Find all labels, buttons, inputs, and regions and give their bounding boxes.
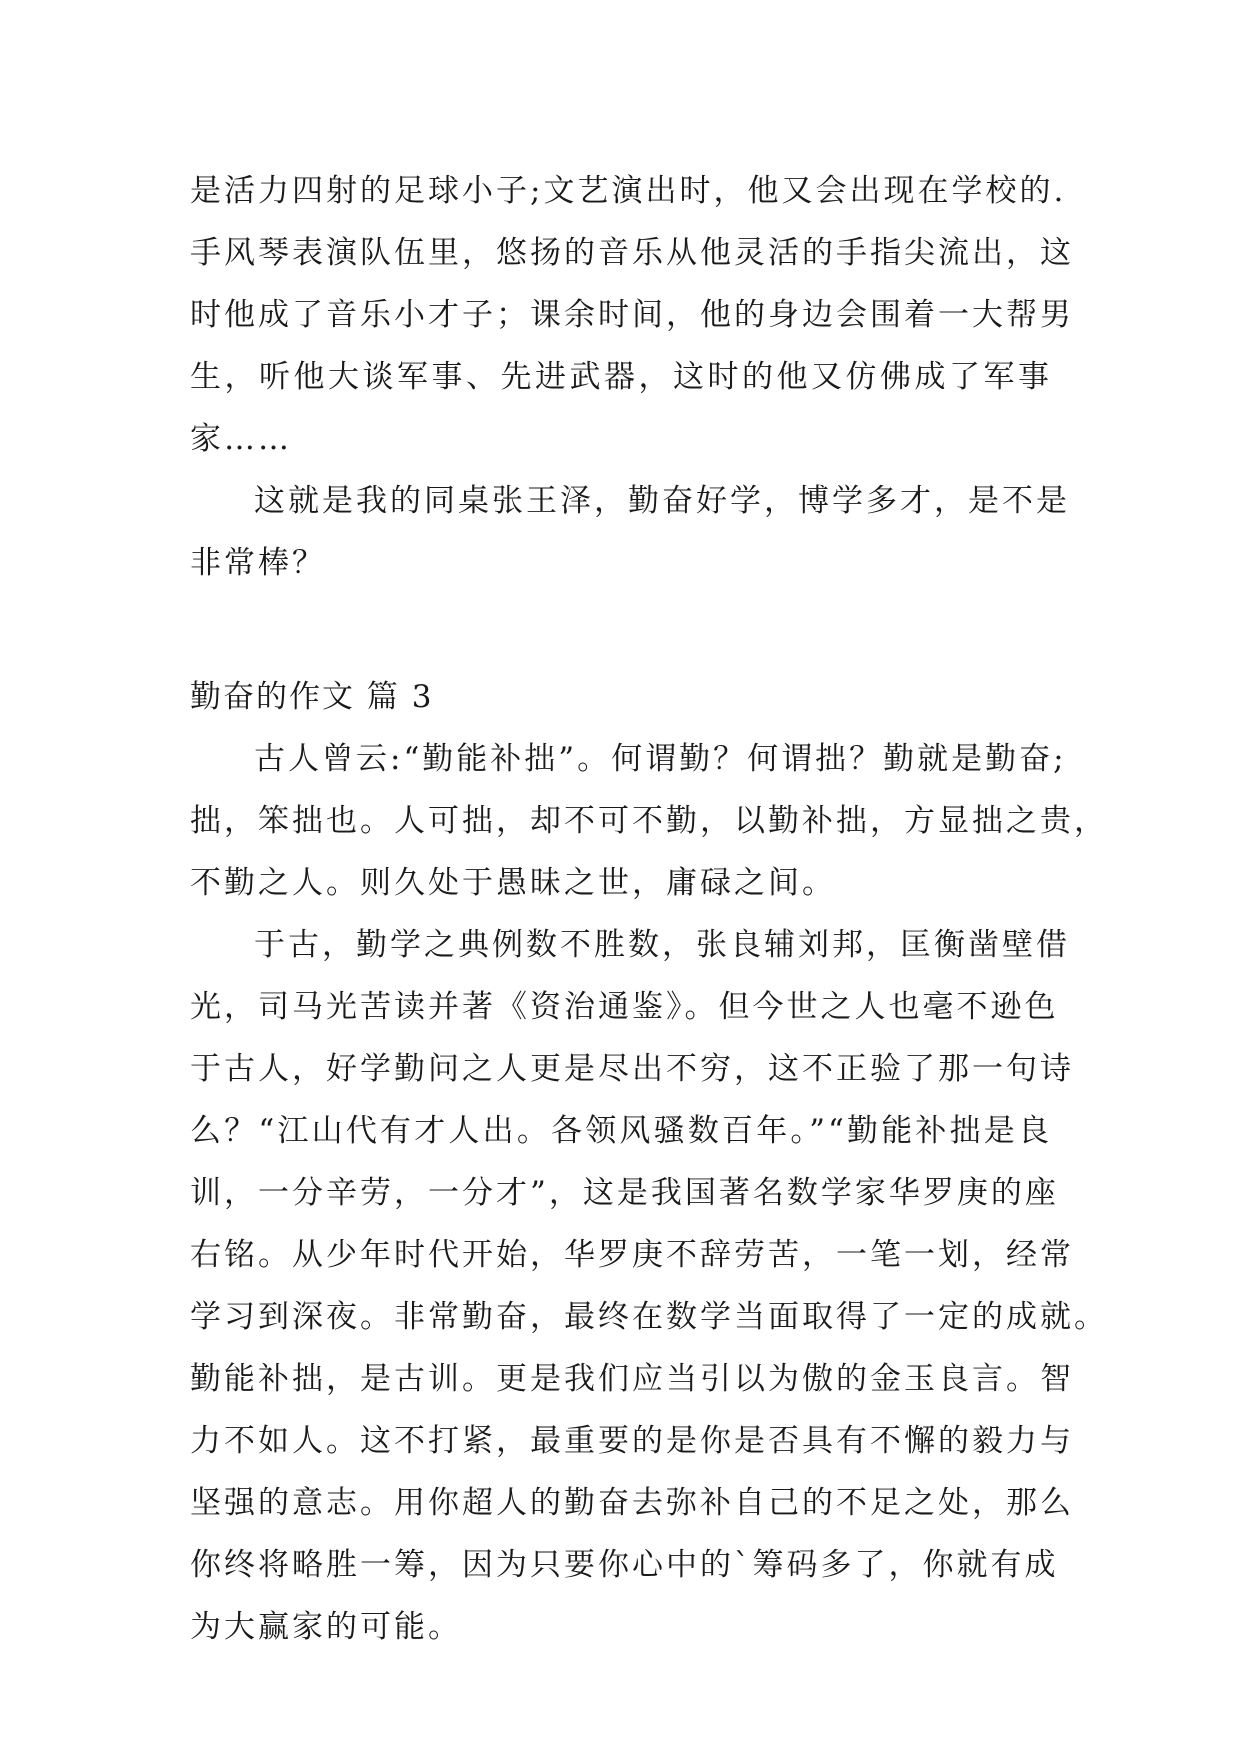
text-line: 这就是我的同桌张王泽，勤奋好学，博学多才，是不是 [254, 483, 1070, 519]
section-heading: 勤奋的作文 篇 3 [190, 679, 434, 715]
text-line: 于古人，好学勤问之人更是尽出不穷，这不正验了那一句诗 [190, 1051, 1074, 1087]
paragraph-continued [190, 160, 1074, 470]
text-line: 于古，勤学之典例数不胜数，张良辅刘邦，匡衡凿壁借 [254, 927, 1070, 963]
text-line: 古人曾云:“勤能补拙”。何谓勤？何谓拙？勤就是勤奋; [254, 741, 1067, 777]
text-line: 勤能补拙，是古训。更是我们应当引以为傲的金玉良言。智 [190, 1361, 1074, 1397]
text-line: 拙，笨拙也。人可拙，却不可不勤，以勤补拙，方显拙之贵， [190, 803, 1108, 839]
text-line: 光，司马光苦读并著《资治通鉴》。但今世之人也毫不逊色 [190, 989, 1059, 1025]
text-line: 学习到深夜。非常勤奋，最终在数学当面取得了一定的成就。 [190, 1299, 1108, 1335]
text-line: 训，一分辛劳，一分才”，这是我国著名数学家华罗庚的座 [190, 1175, 1059, 1211]
text-line: 非常棒？ [190, 545, 326, 581]
text-line: 么？“江山代有才人出。各领风骚数百年。”“勤能补拙是良 [190, 1113, 1052, 1149]
paragraph-conclusion [190, 470, 1070, 594]
paragraph-body [190, 914, 1108, 1658]
text-line: 坚强的意志。用你超人的勤奋去弥补自己的不足之处，那么 [190, 1485, 1074, 1521]
text-line: 右铭。从少年时代开始，华罗庚不辞劳苦，一笔一划，经常 [190, 1237, 1074, 1273]
text-line: 为大赢家的可能。 [190, 1609, 462, 1645]
text-line: 时他成了音乐小才子；课余时间，他的身边会围着一大帮男 [190, 297, 1074, 333]
document-page [190, 160, 1108, 1658]
text-line: 是活力四射的足球小子;文艺演出时，他又会出现在学校的. [190, 173, 1067, 209]
text-line: 家…… [190, 421, 292, 457]
text-line: 你终将略胜一筹，因为只要你心中的`筹码多了，你就有成 [190, 1547, 1059, 1583]
paragraph-intro [190, 728, 1108, 914]
text-line: 生，听他大谈军事、先进武器，这时的他又仿佛成了军事 [190, 359, 1052, 395]
text-line: 力不如人。这不打紧，最重要的是你是否具有不懈的毅力与 [190, 1423, 1074, 1459]
section-gap [190, 594, 1052, 666]
text-line: 不勤之人。则久处于愚昧之世，庸碌之间。 [190, 865, 836, 901]
text-line: 手风琴表演队伍里，悠扬的音乐从他灵活的手指尖流出，这 [190, 235, 1074, 271]
